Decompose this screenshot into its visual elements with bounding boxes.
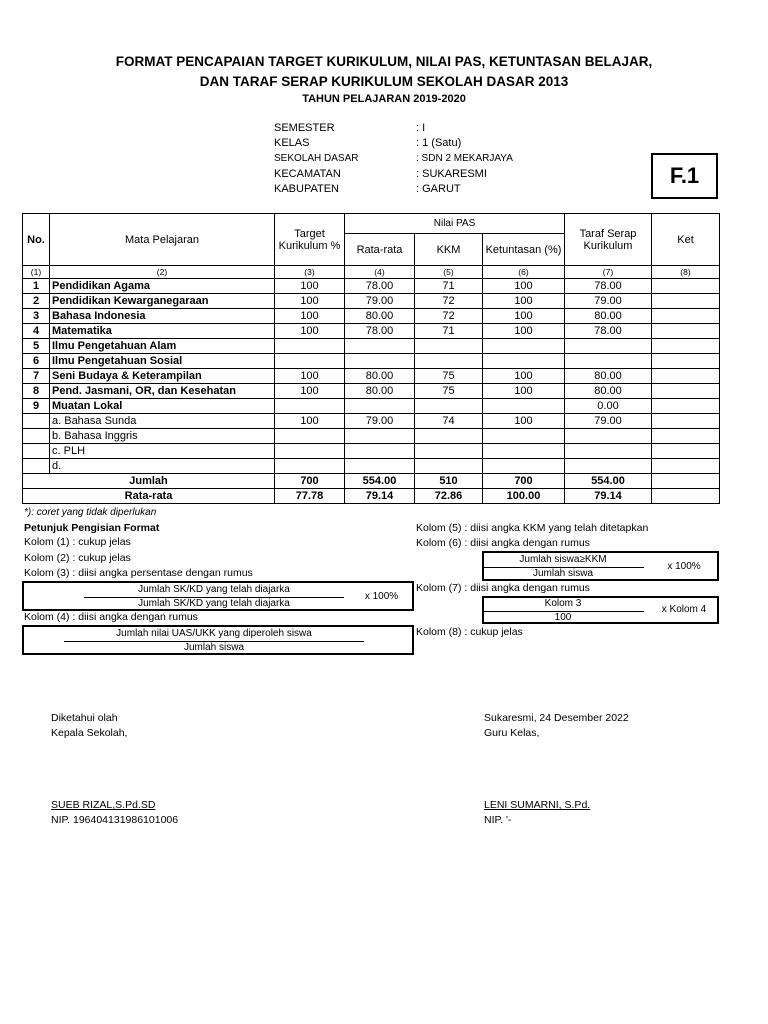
row-rata: 80.00: [345, 309, 415, 324]
row-kkm: 72: [415, 294, 483, 309]
signature-right-line1: Sukaresmi, 24 Desember 2022: [484, 712, 629, 724]
table-row: [23, 459, 720, 474]
table-row: [23, 444, 720, 459]
row-ketuntasan: 100: [483, 324, 565, 339]
row-rata: 78.00: [345, 324, 415, 339]
signature-right-line2: Guru Kelas,: [484, 727, 540, 739]
formula-box-k4: [22, 625, 414, 655]
footnote: *): coret yang tidak diperlukan: [24, 507, 157, 518]
row-target: 100: [275, 414, 345, 429]
table-row: [23, 294, 720, 309]
row-ket: [652, 369, 720, 384]
total-ket: [652, 474, 720, 489]
info-value-kecamatan: : SUKARESMI: [416, 168, 487, 180]
row-taraf: 80.00: [565, 384, 652, 399]
signature-left-line1: Diketahui olah: [51, 712, 118, 724]
row-ketuntasan: [483, 429, 565, 444]
row-no: 4: [23, 324, 50, 339]
row-no: 6: [23, 354, 50, 369]
table-row: [23, 339, 720, 354]
row-kkm: 71: [415, 324, 483, 339]
row-ket: [652, 384, 720, 399]
row-subject: d.: [50, 459, 275, 474]
formula-k3-numerator: Jumlah SK/KD yang telah diajarka: [138, 584, 290, 595]
row-rata: [345, 459, 415, 474]
header-taraf-serap: Taraf Serap Kurikulum: [565, 214, 652, 266]
formula-k6-numerator: Jumlah siswa≥KKM: [519, 554, 607, 565]
row-taraf: 0.00: [565, 399, 652, 414]
row-no: 7: [23, 369, 50, 384]
row-subject: Pend. Jasmani, OR, dan Kesehatan: [50, 384, 275, 399]
row-taraf: 78.00: [565, 279, 652, 294]
header-rata-rata: Rata-rata: [345, 234, 415, 266]
average-ket: [652, 489, 720, 504]
row-ketuntasan: 100: [483, 294, 565, 309]
row-subject: Matematika: [50, 324, 275, 339]
row-target: [275, 354, 345, 369]
row-kkm: 75: [415, 384, 483, 399]
row-subject: Pendidikan Agama: [50, 279, 275, 294]
row-target: [275, 459, 345, 474]
row-kkm: 71: [415, 279, 483, 294]
row-taraf: [565, 429, 652, 444]
row-subject: Ilmu Pengetahuan Sosial: [50, 354, 275, 369]
row-ket: [652, 459, 720, 474]
teacher-name: LENI SUMARNI, S.Pd.: [484, 799, 591, 811]
row-taraf: 78.00: [565, 324, 652, 339]
header-ket: Ket: [652, 214, 720, 266]
average-kkm: 72.86: [415, 489, 483, 504]
signature-left-line2: Kepala Sekolah,: [51, 727, 128, 739]
row-kkm: 75: [415, 369, 483, 384]
row-no: [23, 444, 50, 459]
col-number: (1): [23, 266, 50, 279]
info-label-kecamatan: KECAMATAN: [274, 168, 341, 180]
row-taraf: [565, 339, 652, 354]
row-subject: b. Bahasa Inggris: [50, 429, 275, 444]
table-row: [23, 399, 720, 414]
row-no: [23, 429, 50, 444]
row-kkm: 72: [415, 309, 483, 324]
formula-box-k3: [22, 581, 414, 611]
average-row: [23, 489, 720, 504]
row-ketuntasan: [483, 459, 565, 474]
header-subject: Mata Pelajaran: [50, 214, 275, 266]
table-row: [23, 384, 720, 399]
header-target: Target Kurikulum %: [275, 214, 345, 266]
row-rata: [345, 399, 415, 414]
col-number: (3): [275, 266, 345, 279]
row-subject: Muatan Lokal: [50, 399, 275, 414]
row-no: [23, 414, 50, 429]
row-ket: [652, 444, 720, 459]
table-row: [23, 324, 720, 339]
instruction-k8: Kolom (8) : cukup jelas: [416, 626, 523, 638]
header-ketuntasan: Ketuntasan (%): [483, 234, 565, 266]
table-row: [23, 309, 720, 324]
row-ket: [652, 309, 720, 324]
row-target: 100: [275, 369, 345, 384]
formula-k6-multiplier: x 100%: [667, 561, 701, 572]
instruction-k6: Kolom (6) : diisi angka dengan rumus: [416, 537, 590, 549]
row-rata: [345, 354, 415, 369]
table-row: [23, 414, 720, 429]
formula-box-k7: [482, 596, 719, 624]
row-ket: [652, 339, 720, 354]
row-subject: Bahasa Indonesia: [50, 309, 275, 324]
header-nilai-pas: Nilai PAS: [345, 214, 565, 234]
formula-k3-denominator: Jumlah SK/KD yang telah diajarka: [138, 598, 290, 609]
row-subject: Ilmu Pengetahuan Alam: [50, 339, 275, 354]
formula-box-k6: [482, 551, 719, 581]
row-target: [275, 399, 345, 414]
row-rata: [345, 339, 415, 354]
row-no: 8: [23, 384, 50, 399]
instruction-k2: Kolom (2) : cukup jelas: [24, 552, 131, 564]
row-taraf: [565, 444, 652, 459]
row-ket: [652, 294, 720, 309]
row-subject: Seni Budaya & Keterampilan: [50, 369, 275, 384]
total-label: Jumlah: [23, 474, 275, 489]
row-taraf: [565, 354, 652, 369]
row-kkm: [415, 429, 483, 444]
table-row: [23, 429, 720, 444]
info-label-kelas: KELAS: [274, 137, 310, 149]
row-target: 100: [275, 309, 345, 324]
row-target: 100: [275, 384, 345, 399]
header-no: No.: [23, 214, 50, 266]
row-kkm: [415, 459, 483, 474]
row-ketuntasan: [483, 399, 565, 414]
instruction-k7: Kolom (7) : diisi angka dengan rumus: [416, 582, 590, 594]
row-ketuntasan: [483, 354, 565, 369]
row-no: 5: [23, 339, 50, 354]
info-label-semester: SEMESTER: [274, 122, 335, 134]
row-rata: 79.00: [345, 414, 415, 429]
instruction-k4: Kolom (4) : diisi angka dengan rumus: [24, 611, 198, 623]
row-ket: [652, 279, 720, 294]
formula-k4-numerator: Jumlah nilai UAS/UKK yang diperoleh siswa: [116, 628, 312, 639]
row-kkm: [415, 354, 483, 369]
row-target: [275, 429, 345, 444]
row-ket: [652, 429, 720, 444]
row-subject: c. PLH: [50, 444, 275, 459]
instruction-k1: Kolom (1) : cukup jelas: [24, 536, 131, 548]
row-ket: [652, 399, 720, 414]
row-ket: [652, 414, 720, 429]
row-rata: 79.00: [345, 294, 415, 309]
instructions-title: Petunjuk Pengisian Format: [24, 522, 160, 534]
total-row: [23, 474, 720, 489]
school-year: TAHUN PELAJARAN 2019-2020: [302, 93, 466, 105]
row-target: 100: [275, 279, 345, 294]
row-ketuntasan: 100: [483, 369, 565, 384]
total-ketuntasan: 700: [483, 474, 565, 489]
row-ket: [652, 354, 720, 369]
col-number: (8): [652, 266, 720, 279]
total-taraf: 554.00: [565, 474, 652, 489]
col-number: (5): [415, 266, 483, 279]
average-taraf: 79.14: [565, 489, 652, 504]
average-label: Rata-rata: [23, 489, 275, 504]
row-ketuntasan: [483, 444, 565, 459]
col-number: (7): [565, 266, 652, 279]
row-target: [275, 339, 345, 354]
row-kkm: [415, 444, 483, 459]
row-rata: 80.00: [345, 384, 415, 399]
total-rata: 554.00: [345, 474, 415, 489]
row-target: [275, 444, 345, 459]
row-taraf: 80.00: [565, 369, 652, 384]
row-ketuntasan: 100: [483, 279, 565, 294]
row-ket: [652, 324, 720, 339]
formula-k3-multiplier: x 100%: [364, 591, 399, 602]
row-kkm: 74: [415, 414, 483, 429]
row-subject: Pendidikan Kewarganegaraan: [50, 294, 275, 309]
total-target: 700: [275, 474, 345, 489]
row-target: 100: [275, 294, 345, 309]
row-rata: [345, 429, 415, 444]
info-value-semester: : I: [416, 122, 426, 134]
row-taraf: 80.00: [565, 309, 652, 324]
average-rata: 79.14: [345, 489, 415, 504]
instruction-k5: Kolom (5) : diisi angka KKM yang telah ditetapkan: [416, 522, 649, 534]
table-row: [23, 369, 720, 384]
row-taraf: 79.00: [565, 414, 652, 429]
row-ketuntasan: [483, 339, 565, 354]
formula-k7-denominator: 100: [554, 612, 572, 623]
row-ketuntasan: 100: [483, 384, 565, 399]
row-ketuntasan: 100: [483, 414, 565, 429]
row-taraf: 79.00: [565, 294, 652, 309]
row-kkm: [415, 339, 483, 354]
info-value-kabupaten: : GARUT: [416, 183, 461, 195]
formula-k7-multiplier: x Kolom 4: [661, 604, 707, 615]
col-number: (6): [483, 266, 565, 279]
average-target: 77.78: [275, 489, 345, 504]
row-taraf: [565, 459, 652, 474]
table-body: [23, 279, 720, 474]
results-table: [22, 213, 720, 504]
info-label-sekolah: SEKOLAH DASAR: [274, 153, 359, 164]
average-ketuntasan: 100.00: [483, 489, 565, 504]
row-ketuntasan: 100: [483, 309, 565, 324]
document-title-line2: DAN TARAF SERAP KURIKULUM SEKOLAH DASAR 2013: [199, 74, 569, 89]
teacher-nip: NIP. '-: [484, 814, 512, 826]
col-number: (2): [50, 266, 275, 279]
headmaster-nip: NIP. 196404131986101006: [51, 814, 179, 826]
formula-k7-numerator: Kolom 3: [544, 598, 582, 609]
total-kkm: 510: [415, 474, 483, 489]
table-row: [23, 279, 720, 294]
document-title-line1: FORMAT PENCAPAIAN TARGET KURIKULUM, NILAI PAS, KETUNTASAN BELAJAR,: [115, 54, 653, 69]
formula-k6-denominator: Jumlah siswa: [532, 568, 594, 579]
col-number: (4): [345, 266, 415, 279]
row-target: 100: [275, 324, 345, 339]
column-number-row: [23, 266, 720, 279]
headmaster-name: SUEB RIZAL,S.Pd.SD: [51, 799, 156, 811]
row-rata: 78.00: [345, 279, 415, 294]
row-no: 3: [23, 309, 50, 324]
row-no: 2: [23, 294, 50, 309]
info-label-kabupaten: KABUPATEN: [274, 183, 339, 195]
row-kkm: [415, 399, 483, 414]
row-no: 1: [23, 279, 50, 294]
row-rata: [345, 444, 415, 459]
table-row: [23, 354, 720, 369]
instruction-k3: Kolom (3) : diisi angka persentase dengan rumus: [24, 567, 253, 579]
row-subject: a. Bahasa Sunda: [50, 414, 275, 429]
row-no: 9: [23, 399, 50, 414]
row-no: [23, 459, 50, 474]
formula-k4-denominator: Jumlah siswa: [183, 642, 245, 653]
info-value-sekolah: : SDN 2 MEKARJAYA: [416, 153, 513, 164]
row-rata: 80.00: [345, 369, 415, 384]
header-kkm: KKM: [415, 234, 483, 266]
form-code-box: F.1: [651, 153, 718, 199]
info-value-kelas: : 1 (Satu): [416, 137, 462, 149]
